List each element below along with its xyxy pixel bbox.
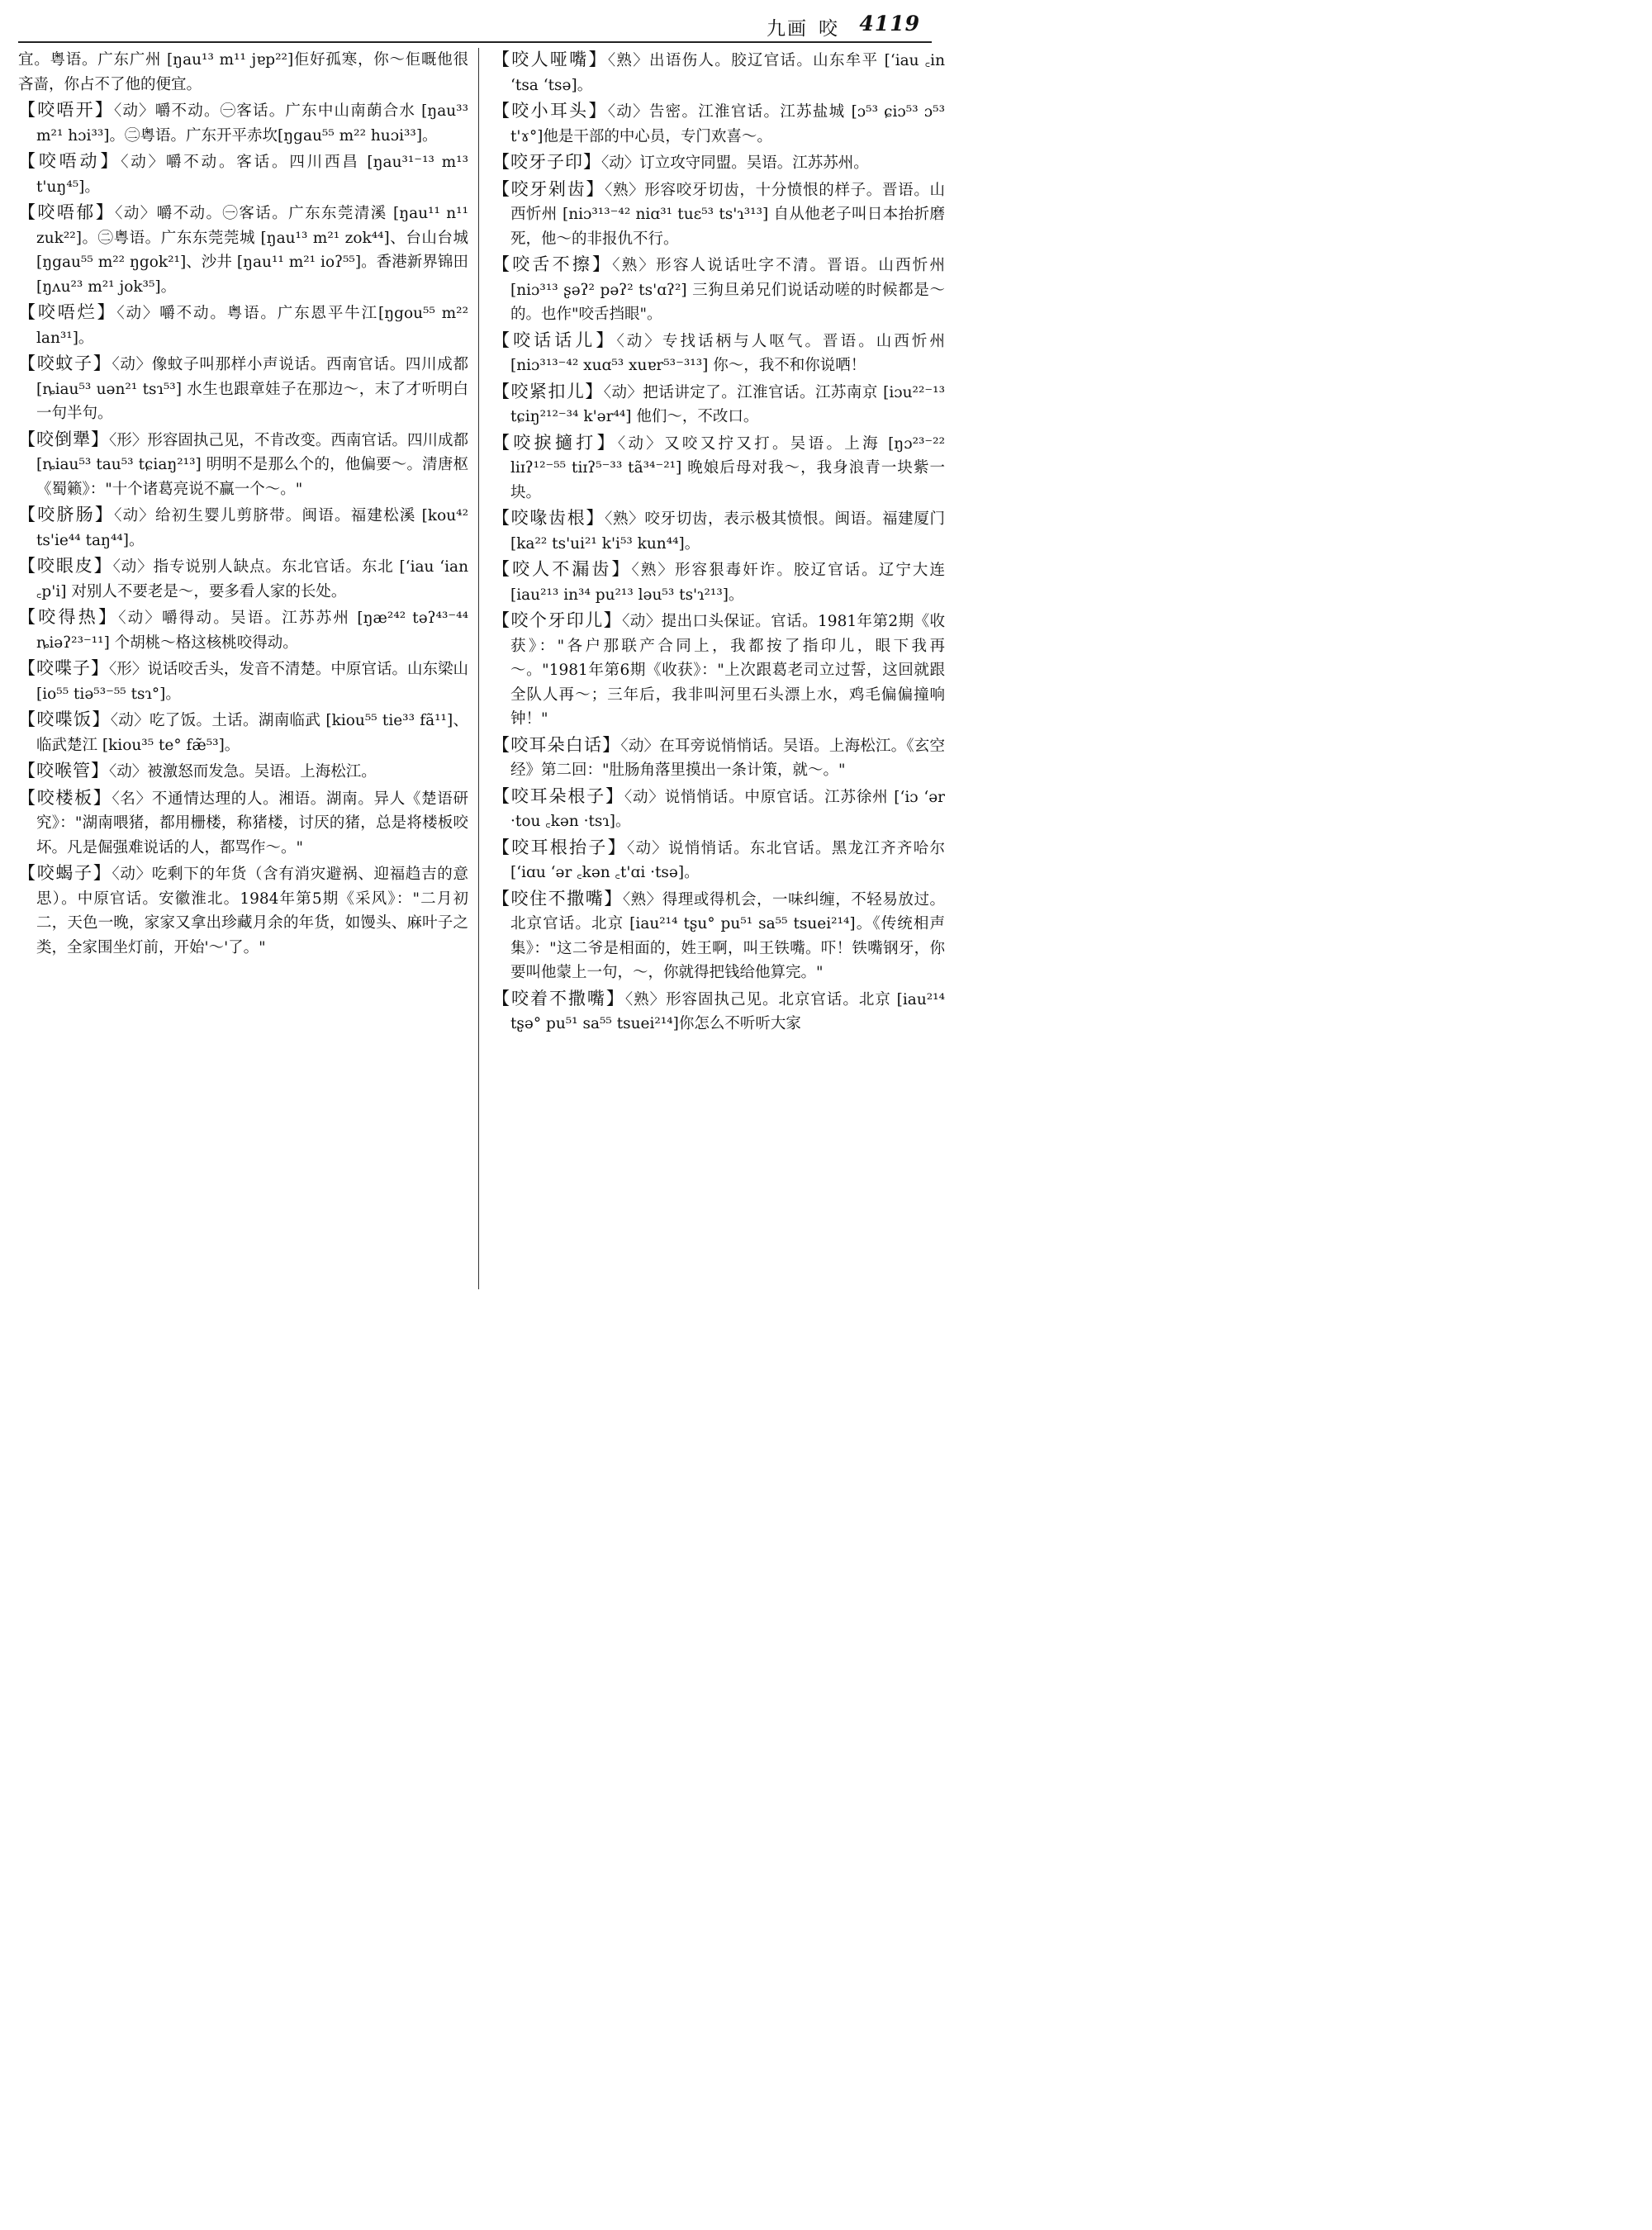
entry-definition: 〈动〉订立攻守同盟。吴语。江苏苏州。: [601, 154, 869, 172]
entry-headword: 【咬着不撒嘴】: [492, 988, 625, 1008]
entry-definition: 〈熟〉形容人说话吐字不清。晋语。山西忻州 [niɔ³¹³ ʂəʔ² pəʔ² ts'ɑʔ²] 三狗旦弟兄们说话动嗟的时候都是～的。也作"咬舌挡眼"。: [510, 257, 945, 323]
entry-headword: 【咬话话儿】: [492, 330, 617, 350]
entry-definition: 〈动〉嚼得动。吴语。江苏苏州 [ŋæ²⁴² təʔ⁴³⁻⁴⁴ ȵiəʔ²³⁻¹¹] 个胡桃～格这核桃咬得动。: [36, 610, 468, 652]
entry-headword: 【咬楼板】: [18, 787, 112, 808]
entry-headword: 【咬捩擿打】: [492, 432, 618, 453]
entry-headword: 【咬牙子印】: [492, 152, 601, 172]
dictionary-entry: [492, 887, 945, 985]
dictionary-entry: [18, 48, 468, 97]
entry-headword: 【咬脐肠】: [18, 505, 115, 524]
entry-definition: 〈动〉吃了饭。土话。湖南临武 [kiou⁵⁵ tie³³ fã¹¹]、临武楚江 [kiou³⁵ te° fæ̃⁵³]。: [36, 712, 468, 754]
dictionary-entry: [492, 987, 945, 1037]
page-number: 4119: [859, 12, 920, 36]
dictionary-entry: [18, 861, 468, 960]
dictionary-entry: [492, 253, 945, 327]
dictionary-entry: [18, 708, 468, 757]
dictionary-entry: [492, 733, 945, 783]
entry-headword: 【咬蚊子】: [18, 353, 112, 373]
entry-headword: 【咬耳朵白话】: [492, 734, 621, 755]
entry-headword: 【咬小耳头】: [492, 101, 608, 121]
section-label: 九画: [767, 18, 808, 40]
entry-headword: 【咬眼皮】: [18, 556, 113, 576]
head-character: 咬: [819, 18, 838, 40]
entry-definition: 〈动〉嚼不动。客话。四川西昌 [ŋau³¹⁻¹³ m¹³ t'uŋ⁴⁵]。: [36, 154, 468, 196]
entry-headword: 【咬舌不擦】: [492, 254, 613, 274]
entry-headword: 【咬喋饭】: [18, 709, 111, 729]
entry-definition: 〈动〉专找话柄与人呕气。晋语。山西忻州 [niɔ³¹³⁻⁴² xuɑ⁵³ xuɐr⁵³⁻³¹³] 你～，我不和你说哂！: [510, 332, 945, 374]
entry-definition: 〈动〉嚼不动。㊀客话。广东中山南蓢合水 [ŋau³³ m²¹ hɔi³³]。㊁粤语。广东开平赤坎[ŋgau⁵⁵ m²² huɔi³³]。: [36, 102, 468, 145]
dictionary-entry: [492, 609, 945, 732]
dictionary-entry: [492, 48, 945, 97]
entry-definition: 〈熟〉咬牙切齿，表示极其愤恨。闽语。福建厦门 [ka²² ts'ui²¹ k'i⁵³ kun⁴⁴]。: [510, 510, 945, 553]
entry-definition: 〈动〉又咬又拧又打。吴语。上海 [ŋɔ²³⁻²² liɪʔ¹²⁻⁵⁵ tiɪʔ⁵⁻³³ tã³⁴⁻²¹] 晚娘后母对我～，我身浪青一块紫一块。: [510, 434, 945, 501]
dictionary-entry: [18, 605, 468, 655]
entry-definition: 〈动〉告密。江淮官话。江苏盐城 [ɔ⁵³ ɕiɔ⁵³ ɔ⁵³ t'ɤ°]他是干部的中心员，专门欢喜～。: [510, 103, 945, 145]
entry-headword: 【咬唔动】: [18, 151, 121, 171]
entry-definition: 〈动〉说悄悄话。东北官话。黑龙江齐齐哈尔 [ʻiɑu ʻər ꜀kən ꜀t'ɑi ·tsə]。: [510, 839, 945, 881]
entry-headword: 【咬蝎子】: [18, 863, 112, 883]
right-column: [492, 48, 945, 1289]
entry-headword: 【咬倒犟】: [18, 429, 110, 449]
dictionary-entry: [492, 431, 945, 505]
entry-headword: 【咬喋子】: [18, 658, 110, 678]
entry-headword: 【咬紧扣儿】: [492, 381, 604, 401]
dictionary-entry: [492, 150, 945, 176]
dictionary-entry: [18, 503, 468, 553]
entry-headword: 【咬喉管】: [18, 761, 109, 780]
left-column: [18, 48, 468, 1289]
entry-headword: 【咬人不漏齿】: [492, 559, 632, 579]
entry-definition: 〈动〉提出口头保证。官话。1981年第2期《收获》："各户那联产合同上，我都按了指印儿，眼下我再～。"1981年第6期《收获》："上次跟葛老司立过誓，这回就跟全队人再～；三年后，我非叫河里石头漂上水，鸡毛偏偏撞响钟！": [510, 613, 945, 728]
dictionary-entry: [492, 836, 945, 885]
dictionary-entry: [492, 99, 945, 149]
entry-definition: 〈形〉说话咬舌头，发音不清楚。中原官话。山东梁山 [io⁵⁵ tiə⁵³⁻⁵⁵ tsɿ°]。: [36, 661, 468, 703]
entry-definition: 宜。粤语。广东广州 [ŋau¹³ m¹¹ jɐp²²]佢好孤寒，你～佢嘅他很吝啬，你占不了他的便宜。: [18, 51, 468, 93]
page-header: [18, 7, 932, 43]
entry-definition: 〈熟〉形容固执己见。北京官话。北京 [iau²¹⁴ tʂə° pu⁵¹ sa⁵⁵ tsuei²¹⁴]你怎么不听听大家: [510, 990, 945, 1032]
entry-definition: 〈动〉吃剩下的年货（含有消灾避祸、迎福趋吉的意思）。中原官话。安徽淮北。1984年第5期《采风》："二月初二，天色一晚，家家又拿出珍藏月余的年货，如馒头、麻叶子之类，全家围坐灯前，开始'～'了。": [36, 866, 468, 956]
entry-headword: 【咬耳根抬子】: [492, 837, 627, 857]
dictionary-entry: [18, 149, 468, 199]
entry-headword: 【咬个牙印儿】: [492, 610, 623, 630]
dictionary-entry: [492, 380, 945, 429]
entry-definition: 〈动〉被激怒而发急。吴语。上海松江。: [109, 763, 377, 780]
entry-headword: 【咬喙齿根】: [492, 508, 605, 528]
dictionary-entry: [18, 759, 468, 785]
dictionary-entry: [18, 352, 468, 426]
dictionary-entry: [18, 786, 468, 861]
dictionary-entry: [492, 785, 945, 834]
entry-headword: 【咬唔开】: [18, 100, 114, 120]
entry-headword: 【咬住不撒嘴】: [492, 888, 623, 909]
dictionary-entry: [18, 657, 468, 706]
entry-headword: 【咬唔郁】: [18, 202, 116, 222]
column-divider: [478, 48, 479, 1289]
entry-definition: 〈动〉指专说别人缺点。东北官话。东北 [ʻiau ʻian ꜀p'i] 对别人不要老是～，要多看人家的长处。: [36, 558, 468, 600]
dictionary-entry: [492, 506, 945, 556]
entry-headword: 【咬人哑嘴】: [492, 50, 608, 69]
entry-definition: 〈动〉嚼不动。粤语。广东恩平牛江[ŋgou⁵⁵ m²² lan³¹]。: [36, 305, 468, 347]
entry-definition: 〈熟〉形容咬牙切齿，十分愤恨的样子。晋语。山西忻州 [niɔ³¹³⁻⁴² niɑ³¹ tuɛ⁵³ ts'ɿ³¹³] 自从他老子叫日本抬折磨死，他～的非报仇不行。: [510, 181, 945, 248]
dictionary-entry: [18, 301, 468, 350]
dictionary-entry: [492, 329, 945, 378]
entry-definition: 〈动〉像蚊子叫那样小声说话。西南官话。四川成都 [ȵiau⁵³ uən²¹ tsɿ⁵³] 水生也跟章娃子在那边～，末了才听明白一句半句。: [36, 356, 468, 422]
entry-definition: 〈熟〉出语伤人。胶辽官话。山东牟平 [ʻiau ꜀in ʻtsa ʻtsə]。: [510, 52, 945, 94]
entry-headword: 【咬唔烂】: [18, 302, 117, 322]
entry-definition: 〈动〉在耳旁说悄悄话。吴语。上海松江。《玄空经》第二回："肚肠角落里摸出一条计策，就～。": [510, 737, 945, 779]
entry-definition: 〈动〉给初生婴儿剪脐带。闽语。福建松溪 [kou⁴² ts'ie⁴⁴ taŋ⁴⁴]。: [36, 507, 468, 549]
entry-headword: 【咬得热】: [18, 607, 119, 627]
dictionary-entry: [18, 428, 468, 502]
dictionary-entry: [18, 98, 468, 148]
entry-definition: 〈名〉不通情达理的人。湘语。湖南。异人《楚语研究》："湖南喂猪，都用栅楼，称猪楼，讨厌的猪，总是将楼板咬坏。凡是倔强难说话的人，都骂作～。": [36, 790, 468, 856]
entry-definition: 〈熟〉得理或得机会，一味纠缠，不轻易放过。北京官话。北京 [iau²¹⁴ tʂu° pu⁵¹ sa⁵⁵ tsuei²¹⁴]。《传统相声集》："这二爷是相面的，姓王啊，叫王铁嘴。吓！铁嘴钢牙，你要叫他蒙上一句，～，你就得把钱给他算完。": [510, 890, 945, 981]
entry-definition: 〈形〉形容固执己见，不肯改变。西南官话。四川成都 [ȵiau⁵³ tau⁵³ tɕiaŋ²¹³] 明明不是那么个的，他偏要～。清唐枢《蜀籁》："十个诸葛亮说不赢一个～。": [36, 431, 468, 498]
entry-headword: 【咬耳朵根子】: [492, 785, 624, 806]
entry-definition: 〈熟〉形容狠毒奸诈。胶辽官话。辽宁大连 [iau²¹³ in³⁴ pu²¹³ ləu⁵³ ts'ɿ²¹³]。: [510, 562, 945, 604]
entry-definition: 〈动〉嚼不动。㊀客话。广东东莞清溪 [ŋau¹¹ n¹¹ zuk²²]。㊁粤语。广东东莞莞城 [ŋau¹³ m²¹ zok⁴⁴]、台山台城 [ŋgau⁵⁵ m²² ŋgok²¹]、沙井 [ŋau¹¹ m²¹ ioʔ⁵⁵]。香港新界锦田[ŋʌu²³ m²¹ jok³⁵]。: [36, 205, 468, 296]
entry-definition: 〈动〉把话讲定了。江淮官话。江苏南京 [iɔu²²⁻¹³ tɕiŋ²¹²⁻³⁴ k'ər⁴⁴] 他们～，不改口。: [510, 383, 945, 425]
dictionary-entry: [18, 554, 468, 604]
dictionary-entry: [492, 178, 945, 252]
entry-headword: 【咬牙剁齿】: [492, 178, 605, 199]
entry-definition: 〈动〉说悄悄话。中原官话。江苏徐州 [ʻiɔ ʻər ·tou ꜀kən ·tsɿ]。: [510, 788, 945, 830]
dictionary-entry: [18, 201, 468, 299]
dictionary-entry: [492, 558, 945, 607]
